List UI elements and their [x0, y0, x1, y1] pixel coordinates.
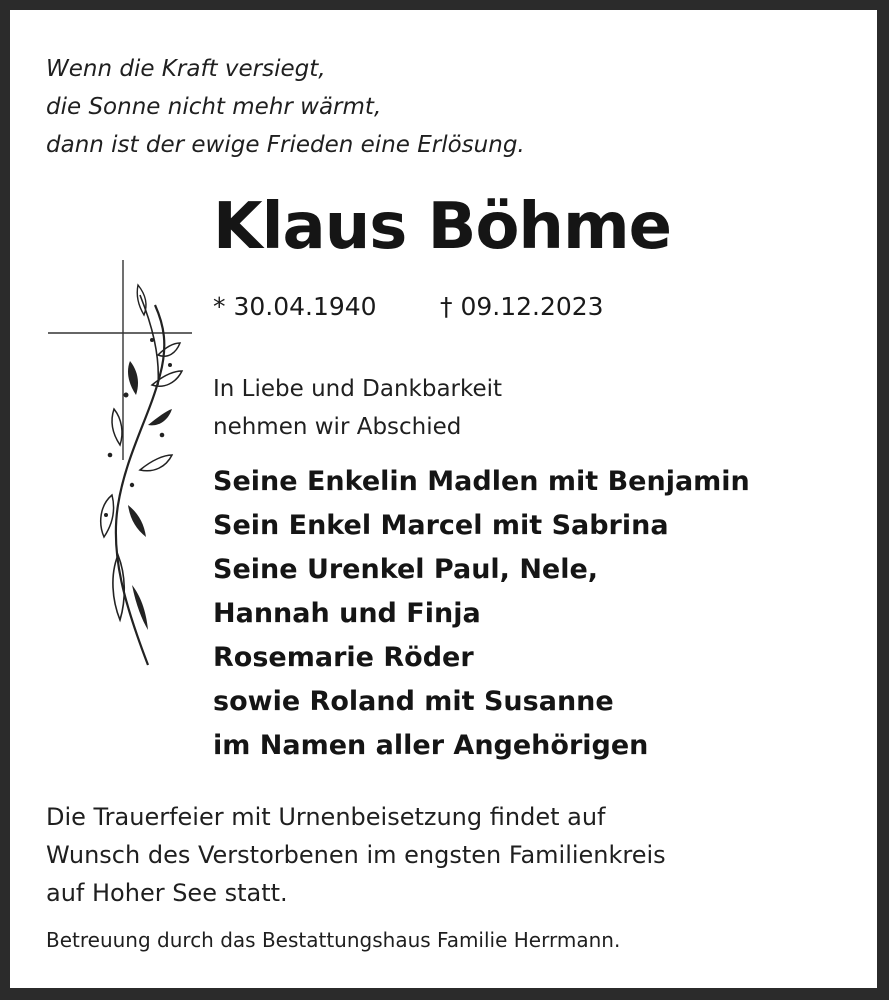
mourners-list — [213, 460, 750, 768]
mourner-line: Rosemarie Röder — [213, 642, 474, 673]
mourner-line: im Namen aller Angehörigen — [213, 730, 649, 761]
notice-line-1: Die Trauerfeier mit Urnenbeisetzung findet auf — [46, 803, 606, 831]
cross-with-branch-icon — [40, 255, 210, 685]
poem-line-2: die Sonne nicht mehr wärmt, — [46, 94, 382, 120]
funeral-notice — [46, 798, 666, 912]
deceased-name: Klaus Böhme — [213, 190, 672, 264]
mourner-line: Sein Enkel Marcel mit Sabrina — [213, 510, 669, 541]
poem-line-3: dann ist der ewige Frieden eine Erlösung. — [46, 132, 525, 158]
intro-line-1: In Liebe und Dankbarkeit — [213, 376, 503, 402]
mourner-line: Seine Urenkel Paul, Nele, — [213, 554, 599, 585]
intro-line-2: nehmen wir Abschied — [213, 414, 462, 440]
notice-line-3: auf Hoher See statt. — [46, 879, 288, 907]
notice-line-2: Wunsch des Verstorbenen im engsten Familienkreis — [46, 841, 666, 869]
poem-line-1: Wenn die Kraft versiegt, — [46, 56, 326, 82]
death-date: † 09.12.2023 — [440, 292, 604, 321]
farewell-intro — [213, 370, 502, 446]
obituary-card — [10, 10, 877, 988]
poem — [46, 50, 525, 164]
mourner-line: Hannah und Finja — [213, 598, 481, 629]
mourner-line: Seine Enkelin Madlen mit Benjamin — [213, 466, 750, 497]
funeral-home-credit: Betreuung durch das Bestattungshaus Familie Herrmann. — [46, 928, 621, 952]
mourner-line: sowie Roland mit Susanne — [213, 686, 614, 717]
birth-date: * 30.04.1940 — [213, 292, 377, 321]
